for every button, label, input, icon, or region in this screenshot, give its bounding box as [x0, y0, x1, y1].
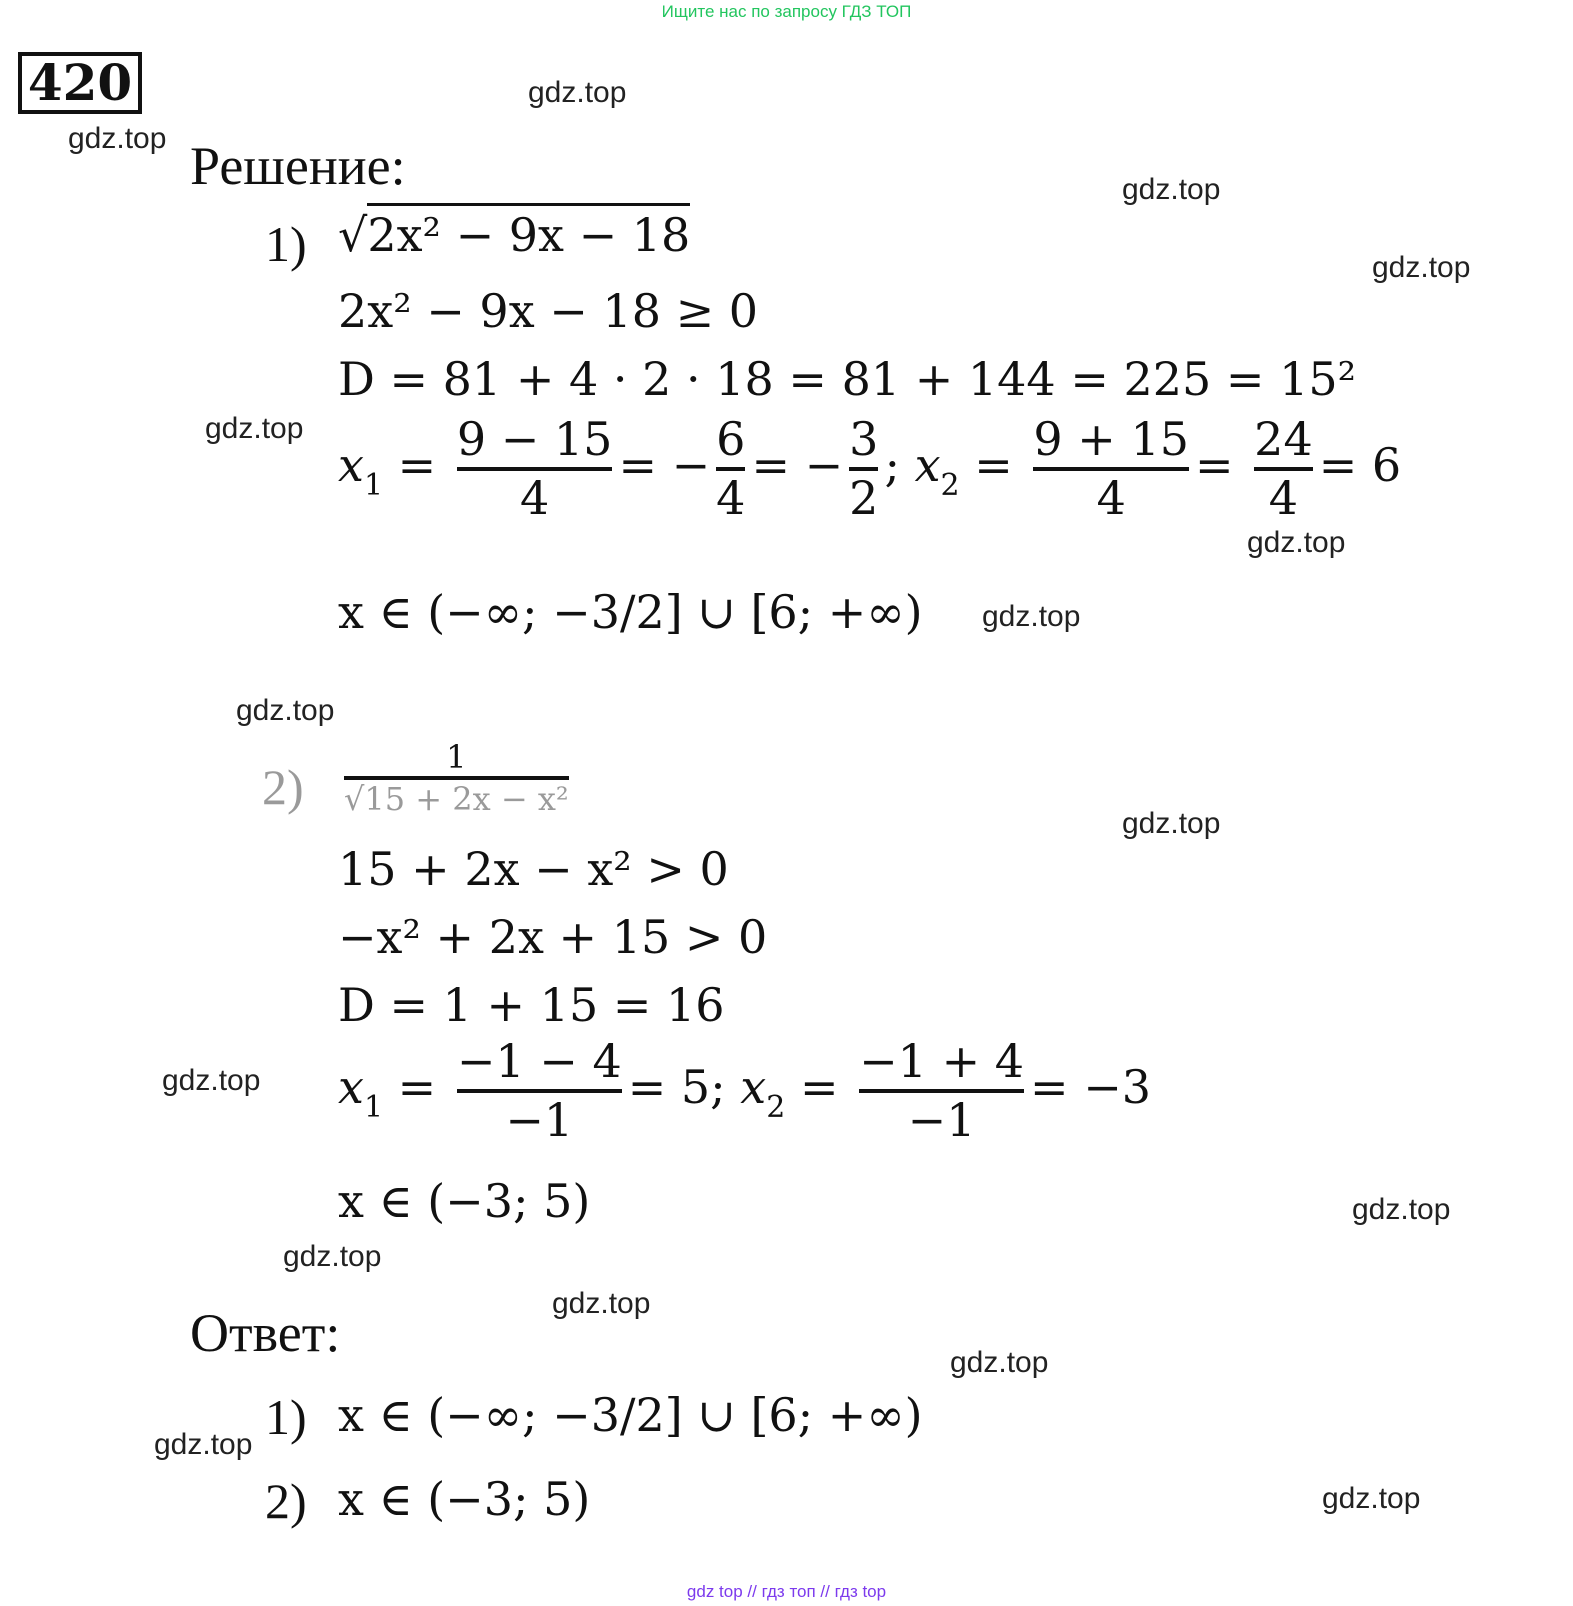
- watermark: gdz.top: [283, 1240, 382, 1273]
- part1-sqrt-expression: [338, 208, 690, 262]
- watermark: gdz.top: [68, 122, 167, 155]
- part1-discriminant: D = 81 + 4 · 2 · 18 = 81 + 144 = 225 = 15²: [338, 352, 1357, 406]
- watermark: gdz.top: [1372, 251, 1471, 284]
- answer-2: x ∈ (−3; 5): [338, 1472, 591, 1526]
- part2-condition2: −x² + 2x + 15 > 0: [338, 910, 768, 964]
- part2-roots: $x_1$ = $\frac{-1 - 4}{-1}$ = 5; $x_2$ = $\frac{-1 + 4}{-1}$ = −3: [338, 1034, 1151, 1148]
- fraction: $\frac{-1 - 4}{-1}$: [456, 1034, 622, 1148]
- bottom-banner[interactable]: gdz top // гдз топ // гдз top: [686, 1582, 887, 1601]
- fraction: $\frac{9 - 15}{4}$: [456, 412, 613, 526]
- part2-label: 2): [262, 759, 304, 815]
- watermark: gdz.top: [162, 1064, 261, 1097]
- part2-discriminant: D = 1 + 15 = 16: [338, 978, 725, 1032]
- fraction: $\frac{1}{\text{√15 + 2x − x²}}$: [344, 738, 569, 819]
- answer-heading: Ответ:: [190, 1303, 341, 1363]
- fraction: $\frac{3}{2}$: [849, 412, 879, 526]
- watermark: gdz.top: [1122, 807, 1221, 840]
- watermark: gdz.top: [1352, 1193, 1451, 1226]
- fraction: $\frac{24}{4}$: [1254, 412, 1313, 526]
- sqrt-icon: √: [344, 780, 365, 819]
- part2-interval: x ∈ (−3; 5): [338, 1174, 591, 1228]
- sqrt-icon: √: [338, 208, 368, 262]
- part1-condition: 2x² − 9x − 18 ≥ 0: [338, 284, 759, 338]
- watermark: gdz.top: [236, 694, 335, 727]
- answer-1: x ∈ (−∞; −3/2] ∪ [6; +∞): [338, 1388, 923, 1442]
- watermark: gdz.top: [1322, 1482, 1421, 1515]
- fraction: $\frac{6}{4}$: [716, 412, 746, 526]
- solution-heading: Решение:: [190, 136, 406, 196]
- watermark: gdz.top: [528, 76, 627, 109]
- part1-roots: $x_1$ = $\frac{9 - 15}{4}$ = − $\frac{6}{4}$ = − $\frac{3}{2}$ ; $x_2$ = $\frac{9 + 15}{4}$ = $\frac{24}{4}$ = 6: [338, 412, 1402, 526]
- watermark: gdz.top: [205, 412, 304, 445]
- sqrt-radicand: 2x² − 9x − 18: [367, 203, 690, 262]
- watermark: gdz.top: [982, 600, 1081, 633]
- watermark: gdz.top: [1247, 526, 1346, 559]
- part2-fraction: [338, 738, 575, 819]
- watermark: gdz.top: [154, 1428, 253, 1461]
- part1-label: 1): [265, 216, 307, 272]
- problem-number: 420: [18, 52, 142, 114]
- answer-label-2: 2): [265, 1473, 307, 1529]
- part2-condition1: 15 + 2x − x² > 0: [338, 842, 729, 896]
- watermark: gdz.top: [1122, 173, 1221, 206]
- answer-label-1: 1): [265, 1389, 307, 1445]
- watermark: gdz.top: [950, 1346, 1049, 1379]
- watermark: gdz.top: [552, 1287, 651, 1320]
- fraction: $\frac{-1 + 4}{-1}$: [859, 1034, 1025, 1148]
- fraction: $\frac{9 + 15}{4}$: [1033, 412, 1189, 526]
- top-banner[interactable]: Ищите нас по запросу ГДЗ ТОП: [661, 2, 912, 21]
- part1-interval: x ∈ (−∞; −3/2] ∪ [6; +∞): [338, 585, 923, 639]
